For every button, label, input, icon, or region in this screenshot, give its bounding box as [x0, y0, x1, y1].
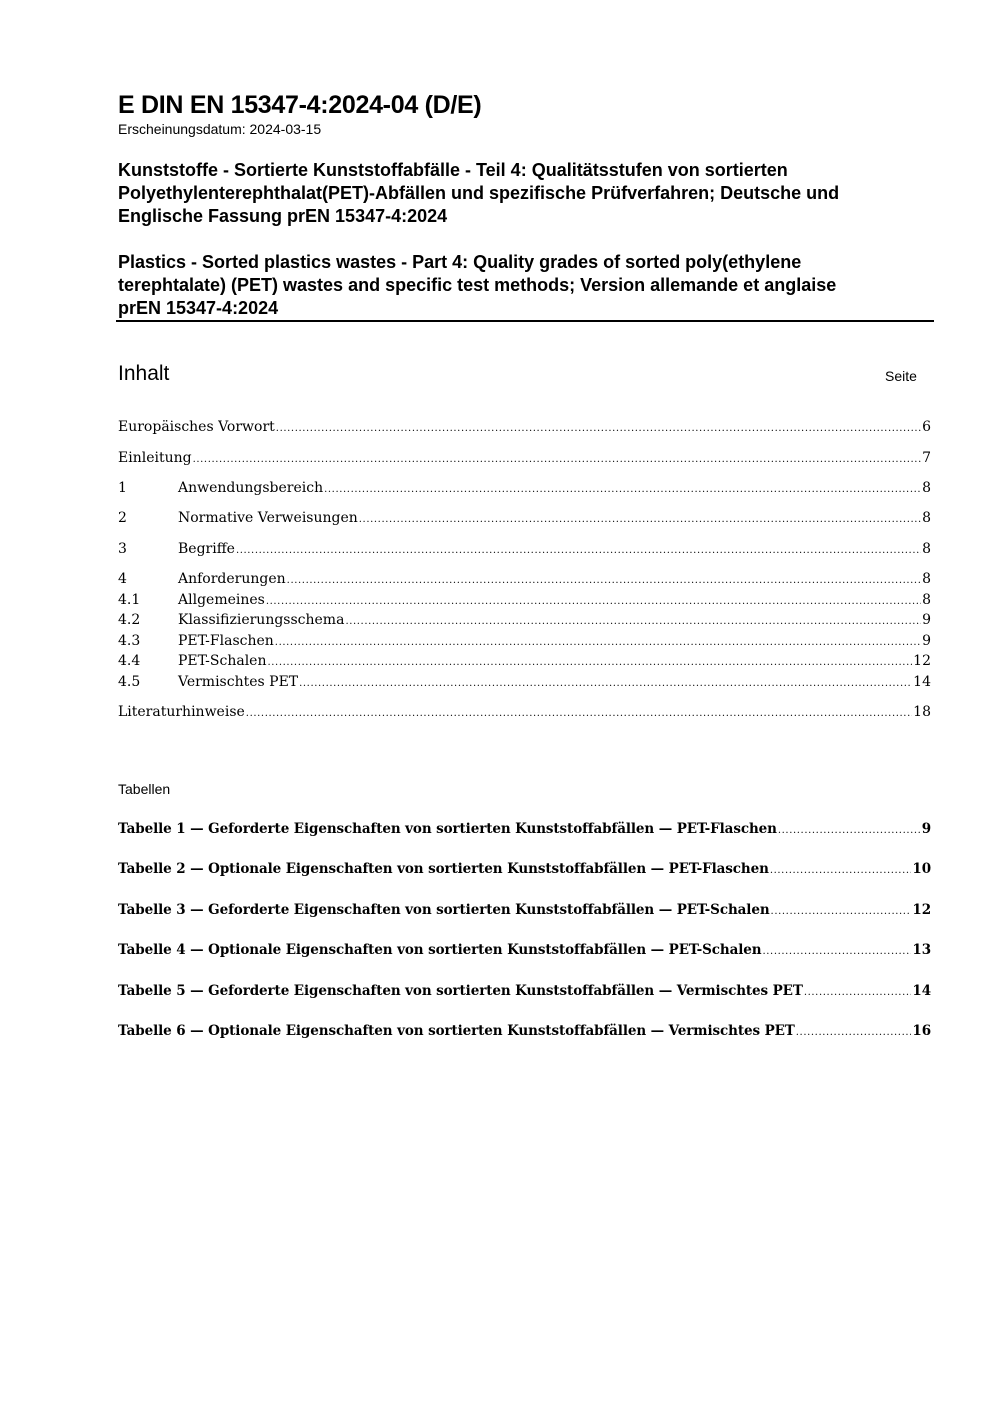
toc-dot-leader: [770, 861, 912, 881]
toc-dot-leader: [266, 592, 921, 612]
toc-entry-title: Anforderungen: [178, 571, 286, 587]
toc-entry-title: Europäisches Vorwort: [118, 419, 275, 435]
toc-entry-page: 9: [922, 612, 931, 628]
toc-entry-title: Literaturhinweise: [118, 704, 245, 720]
toc-dot-leader: [275, 633, 921, 653]
toc-entry-number: 4.2: [118, 612, 141, 628]
table-entry-title: Tabelle 2 — Optionale Eigenschaften von sortierten Kunststoffabfällen — PET-Flaschen: [118, 861, 769, 877]
toc-entry-title: Normative Verweisungen: [178, 510, 358, 526]
toc-entry-number: 2: [118, 510, 127, 526]
table-entry-page: 10: [912, 861, 931, 877]
toc-entry-number: 4.1: [118, 592, 141, 608]
table-entry-title: Tabelle 1 — Geforderte Eigenschaften von sortierten Kunststoffabfällen — PET-Flaschen: [118, 821, 777, 837]
toc-entry-4-2[interactable]: [118, 610, 931, 630]
toc-entry-einleitung[interactable]: [118, 448, 931, 468]
toc-entry-page: 14: [913, 674, 931, 690]
toc-entry-number: 4.3: [118, 633, 141, 649]
title-english-french-line: prEN 15347-4:2024: [118, 298, 279, 318]
toc-entry-title: Begriffe: [178, 541, 235, 557]
table-entry-page: 16: [912, 1023, 931, 1039]
table-entry-page: 12: [912, 902, 931, 918]
tables-heading: Tabellen: [118, 781, 171, 797]
toc-entry-number: 1: [118, 480, 127, 496]
toc-dot-leader: [771, 902, 912, 922]
toc-entry-vorwort[interactable]: [118, 417, 931, 437]
toc-entry-title: Einleitung: [118, 450, 192, 466]
toc-entry-page: 8: [922, 592, 931, 608]
toc-entry-title: Allgemeines: [178, 592, 265, 608]
toc-dot-leader: [324, 480, 921, 500]
toc-entry-page: 8: [922, 480, 931, 496]
toc-dot-leader: [345, 612, 921, 632]
toc-dot-leader: [299, 674, 912, 694]
toc-entry-title: PET-Flaschen: [178, 633, 274, 649]
table-entry-1[interactable]: [118, 819, 931, 839]
toc-entry-literatur[interactable]: [118, 702, 931, 722]
toc-entry-4[interactable]: [118, 569, 931, 589]
document-id: E DIN EN 15347-4:2024-04 (D/E): [118, 91, 482, 119]
table-entry-4[interactable]: [118, 940, 931, 960]
toc-entry-page: 9: [922, 633, 931, 649]
toc-entry-2[interactable]: [118, 508, 931, 528]
toc-dot-leader: [193, 450, 922, 470]
toc-dot-leader: [236, 541, 921, 561]
toc-page-column-label: Seite: [885, 368, 917, 384]
toc-entry-1[interactable]: [118, 478, 931, 498]
title-english-french-line: terephtalate) (PET) wastes and specific test methods; Version allemande et anglaise: [118, 275, 837, 295]
toc-dot-leader: [778, 821, 921, 841]
table-entry-page: 9: [921, 821, 931, 837]
toc-entry-page: 18: [913, 704, 931, 720]
toc-entry-title: Anwendungsbereich: [178, 480, 324, 496]
toc-entry-4-4[interactable]: [118, 651, 931, 671]
toc-entry-number: 4: [118, 571, 127, 587]
table-entry-page: 13: [912, 942, 931, 958]
toc-dot-leader: [762, 942, 911, 962]
toc-entry-page: 8: [922, 541, 931, 557]
toc-entry-title: Vermischtes PET: [178, 674, 299, 690]
toc-entry-number: 4.5: [118, 674, 141, 690]
toc-entry-page: 8: [922, 571, 931, 587]
header-divider: [116, 320, 934, 322]
toc-dot-leader: [359, 510, 921, 530]
toc-dot-leader: [804, 983, 912, 1003]
toc-dot-leader: [246, 704, 912, 724]
toc-entry-4-3[interactable]: [118, 631, 931, 651]
toc-entry-page: 6: [922, 419, 931, 435]
title-german-line: Polyethylenterephthalat(PET)-Abfällen und spezifische Prüfverfahren; Deutsche und: [118, 183, 840, 203]
toc-entry-page: 12: [913, 653, 931, 669]
table-entry-2[interactable]: [118, 859, 931, 879]
toc-dot-leader: [796, 1023, 912, 1043]
toc-entry-page: 7: [922, 450, 931, 466]
title-german: [118, 159, 933, 228]
toc-dot-leader: [267, 653, 912, 673]
toc-entry-3[interactable]: [118, 539, 931, 559]
toc-dot-leader: [276, 419, 921, 439]
title-german-line: Englische Fassung prEN 15347-4:2024: [118, 206, 448, 226]
toc-entry-title: PET-Schalen: [178, 653, 267, 669]
toc-dot-leader: [287, 571, 921, 591]
table-entry-page: 14: [912, 983, 931, 999]
title-english-french: [118, 251, 933, 320]
toc-entry-4-1[interactable]: [118, 590, 931, 610]
table-entry-3[interactable]: [118, 900, 931, 920]
table-entry-6[interactable]: [118, 1021, 931, 1041]
table-entry-title: Tabelle 5 — Geforderte Eigenschaften von sortierten Kunststoffabfällen — Vermischtes PET: [118, 983, 803, 999]
table-entry-title: Tabelle 6 — Optionale Eigenschaften von sortierten Kunststoffabfällen — Vermischtes PET: [118, 1023, 795, 1039]
toc-entry-4-5[interactable]: [118, 672, 931, 692]
toc-entry-title: Klassifizierungsschema: [178, 612, 345, 628]
toc-entry-page: 8: [922, 510, 931, 526]
table-entry-title: Tabelle 3 — Geforderte Eigenschaften von sortierten Kunststoffabfällen — PET-Schalen: [118, 902, 770, 918]
title-german-line: Kunststoffe - Sortierte Kunststoffabfälle - Teil 4: Qualitätsstufen von sortierten: [118, 160, 788, 180]
toc-entry-number: 3: [118, 541, 127, 557]
title-english-french-line: Plastics - Sorted plastics wastes - Part 4: Quality grades of sorted poly(ethylene: [118, 252, 802, 272]
publication-date: Erscheinungsdatum: 2024-03-15: [118, 121, 322, 137]
table-entry-5[interactable]: [118, 981, 931, 1001]
toc-heading: Inhalt: [118, 362, 170, 385]
table-entry-title: Tabelle 4 — Optionale Eigenschaften von sortierten Kunststoffabfällen — PET-Schalen: [118, 942, 762, 958]
toc-entry-number: 4.4: [118, 653, 141, 669]
